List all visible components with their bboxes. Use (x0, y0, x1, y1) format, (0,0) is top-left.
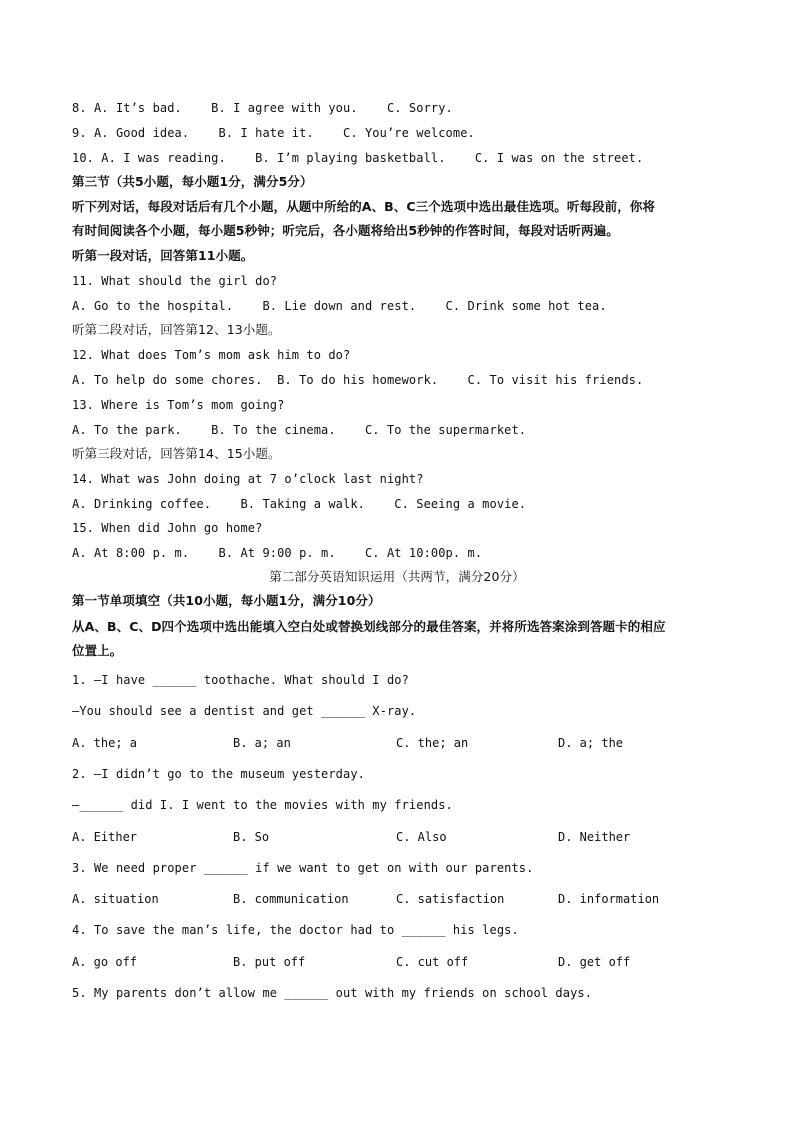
option-a: A. go off (72, 955, 138, 969)
option-a: A. Either (72, 830, 138, 844)
option-b: B. a; an (233, 736, 291, 750)
section-3-title: 第三节（共5小题，每小题1分，满分5分） (72, 174, 313, 189)
question-10: 10. A. I was reading. B. I’m playing basketball. C. I was on the street. (72, 151, 644, 165)
option-a: A. the; a (72, 736, 138, 750)
question-8: 8. A. It’s bad. B. I agree with you. C. Sorry. (72, 101, 453, 115)
question-9: 9. A. Good idea. B. I hate it. C. You’re welcome. (72, 126, 475, 140)
option-d: D. get off (558, 955, 631, 969)
option-c: C. cut off (396, 955, 469, 969)
question-11-options: A. Go to the hospital. B. Lie down and rest. C. Drink some hot tea. (72, 299, 607, 313)
question-13: 13. Where is Tom’s mom going? (72, 398, 285, 412)
question-12-options: A. To help do some chores. B. To do his homework. C. To visit his friends. (72, 373, 644, 387)
dialog-1-heading: 听第一段对话，回答第11小题。 (72, 248, 254, 263)
grammar-question-1a: 1. —I have ______ toothache. What should I do? (72, 673, 409, 687)
grammar-question-3: 3. We need proper ______ if we want to get on with our parents. (72, 861, 534, 875)
option-d: D. Neither (558, 830, 631, 844)
part-2-instruction-1: 从A、B、C、D四个选项中选出能填入空白处或替换划线部分的最佳答案，并将所选答案涂到答题卡的相应 (72, 619, 666, 634)
part-2-title: 第二部分英语知识运用（共两节，满分20分） (269, 569, 525, 584)
section-3-instruction-1: 听下列对话，每段对话后有几个小题，从题中所给的A、B、C三个选项中选出最佳选项。听每段前，你将 (72, 199, 656, 214)
question-13-options: A. To the park. B. To the cinema. C. To the supermarket. (72, 423, 527, 437)
option-b: B. communication (233, 892, 349, 906)
question-15: 15. When did John go home? (72, 521, 263, 535)
section-3-instruction-2: 有时间阅读各个小题，每小题5秒钟；听完后，各小题将给出5秒钟的作答时间，每段对话听两遍。 (72, 223, 619, 238)
option-c: C. satisfaction (396, 892, 505, 906)
question-14-options: A. Drinking coffee. B. Taking a walk. C. Seeing a movie. (72, 497, 527, 511)
question-12: 12. What does Tom’s mom ask him to do? (72, 348, 351, 362)
question-15-options: A. At 8:00 p. m. B. At 9:00 p. m. C. At 10:00p. m. (72, 546, 483, 560)
dialog-3-heading: 听第三段对话，回答第14、15小题。 (72, 446, 281, 461)
option-a: A. situation (72, 892, 159, 906)
dialog-2-heading: 听第二段对话，回答第12、13小题。 (72, 322, 281, 337)
option-c: C. the; an (396, 736, 469, 750)
grammar-question-2b: —______ did I. I went to the movies with my friends. (72, 798, 453, 812)
option-c: C. Also (396, 830, 447, 844)
option-b: B. So (233, 830, 270, 844)
option-d: D. a; the (558, 736, 624, 750)
question-14: 14. What was John doing at 7 o’clock last night? (72, 472, 424, 486)
grammar-question-5: 5. My parents don’t allow me ______ out with my friends on school days. (72, 986, 593, 1000)
grammar-question-2a: 2. —I didn’t go to the museum yesterday. (72, 767, 365, 781)
part-2-instruction-2: 位置上。 (72, 643, 123, 658)
question-11: 11. What should the girl do? (72, 274, 278, 288)
option-b: B. put off (233, 955, 306, 969)
grammar-question-1b: —You should see a dentist and get ______ X-ray. (72, 704, 417, 718)
grammar-question-4: 4. To save the man’s life, the doctor had to ______ his legs. (72, 923, 519, 937)
part-2-section-1-title: 第一节单项填空（共10小题，每小题1分，满分10分） (72, 593, 381, 608)
option-d: D. information (558, 892, 660, 906)
